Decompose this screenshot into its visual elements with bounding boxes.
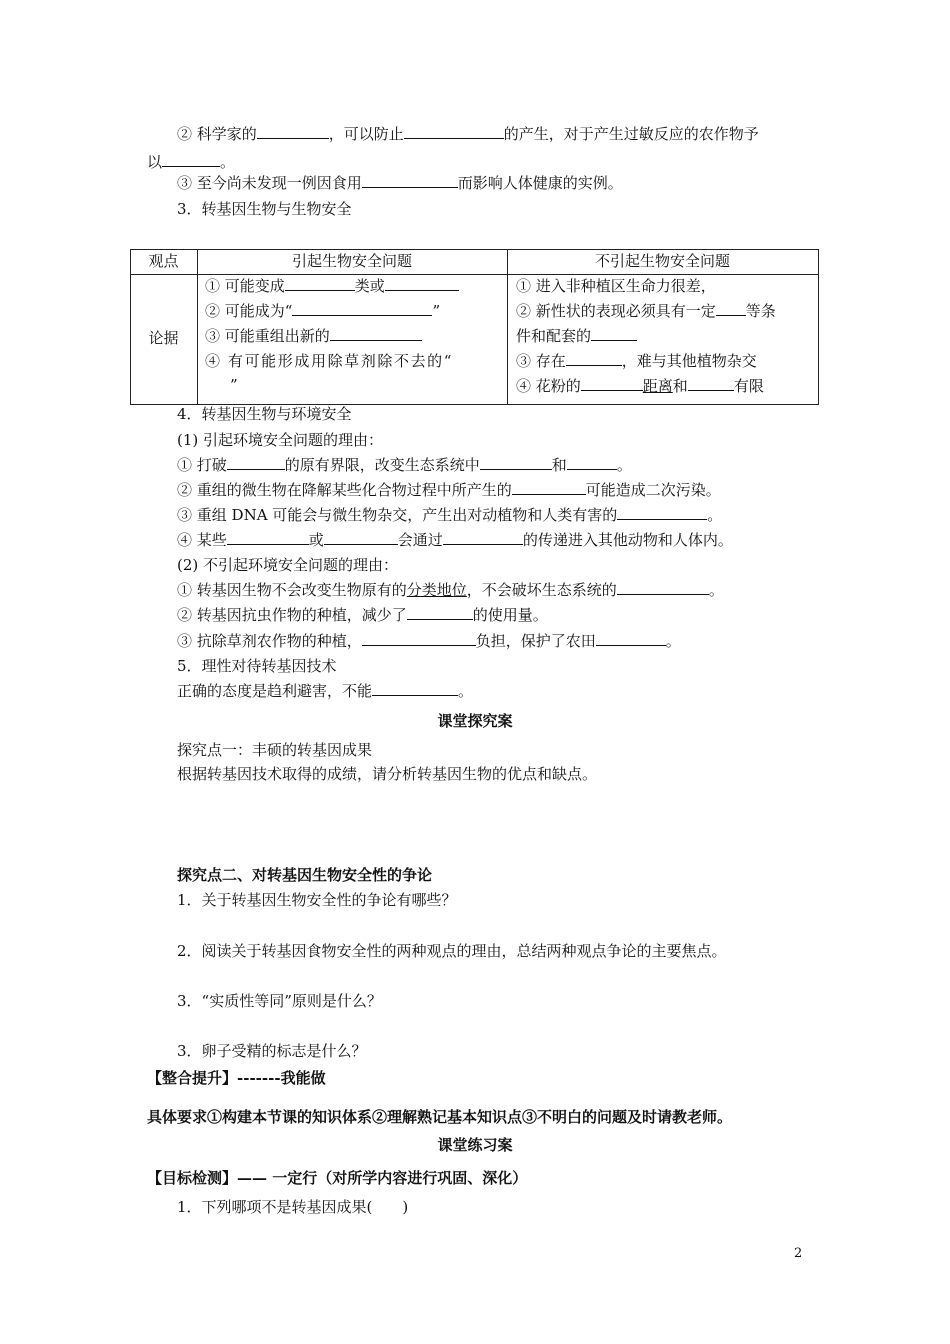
line-no-case: ③ 至今尚未发现一例因食用 而影响人体健康的实例。 <box>177 174 623 192</box>
table-cell: ④ 花粉的 距离和 有限 <box>516 377 764 395</box>
question: 3．“实质性等同”原则是什么？ <box>177 992 382 1010</box>
table-cell: ” <box>230 376 238 394</box>
table-cell: ④ 有可能形成用除草剂除不去的“ <box>205 352 454 370</box>
blank[interactable] <box>227 530 309 545</box>
blank[interactable] <box>617 505 707 520</box>
integrate-heading: 【整合提升】-------我能做 <box>147 1069 326 1087</box>
blank[interactable] <box>162 152 220 167</box>
table-cell: ③ 存在 ，难与其他植物杂交 <box>516 352 757 370</box>
blank[interactable] <box>362 631 476 646</box>
blank[interactable] <box>385 276 459 291</box>
section-title-inquiry: 课堂探究案 <box>437 712 513 730</box>
page-number: 2 <box>794 1246 803 1261</box>
list-item: ④ 某些 或 会通过 的传递进入其他动物和人体内。 <box>177 531 733 549</box>
blank[interactable] <box>362 173 458 188</box>
blank[interactable] <box>257 124 329 139</box>
inquiry-point-2: 探究点二、对转基因生物安全性的争论 <box>177 866 433 884</box>
blank[interactable] <box>372 681 458 696</box>
section-title-practice: 课堂练习案 <box>437 1136 513 1154</box>
blank[interactable] <box>596 631 666 646</box>
blank[interactable] <box>512 480 586 495</box>
blank[interactable] <box>285 276 355 291</box>
blank[interactable] <box>716 301 746 316</box>
blank[interactable] <box>324 530 398 545</box>
table-row-label: 论据 <box>148 329 179 347</box>
blank[interactable] <box>292 301 432 316</box>
blank[interactable] <box>581 376 643 391</box>
integrate-requirement: 具体要求①构建本节课的知识体系②理解熟记基本知识点③不明白的问题及时请教老师。 <box>147 1108 733 1126</box>
list-item: ② 转基因抗虫作物的种植，减少了 的使用量。 <box>177 606 548 624</box>
paragraph: 正确的态度是趋利避害，不能 。 <box>177 682 474 700</box>
blank[interactable] <box>688 376 734 391</box>
inquiry-point-1: 探究点一：丰硕的转基因成果 <box>177 741 373 759</box>
heading-rational: 5．理性对待转基因技术 <box>177 657 337 675</box>
blank[interactable] <box>407 605 473 620</box>
blank[interactable] <box>617 580 709 595</box>
inquiry-prompt: 根据转基因技术取得的成绩，请分析转基因生物的优点和缺点。 <box>177 765 598 783</box>
table-cell: ① 可能变成 类或 <box>205 274 459 299</box>
blank[interactable] <box>567 455 617 470</box>
question: 2．阅读关于转基因食物安全性的两种观点的理由，总结两种观点争论的主要焦点。 <box>177 942 727 960</box>
question: 1．下列哪项不是转基因成果( ) <box>177 1198 409 1216</box>
blank[interactable] <box>480 455 552 470</box>
blank[interactable] <box>591 326 637 341</box>
list-item: ① 打破 的原有界限，改变生态系统中 和 。 <box>177 456 632 474</box>
question: 3．卵子受精的标志是什么？ <box>177 1042 367 1060</box>
blank[interactable] <box>404 124 504 139</box>
heading-bio-safety: 3．转基因生物与生物安全 <box>177 200 352 218</box>
list-item: ② 重组的微生物在降解某些化合物过程中所产生的 可能造成二次污染。 <box>177 481 721 499</box>
question: 1．关于转基因生物安全性的争论有哪些？ <box>177 891 457 909</box>
blank[interactable] <box>443 530 523 545</box>
table-cell: 件和配套的 <box>516 324 637 349</box>
line-scientist-cont: 以 。 <box>147 153 236 171</box>
heading-env-safety: 4．转基因生物与环境安全 <box>177 405 352 423</box>
target-heading: 【目标检测】—— 一定行（对所学内容进行巩固、深化） <box>147 1169 528 1187</box>
table-cell: ② 新性状的表现必须具有一定 等条 <box>516 302 776 320</box>
blank[interactable] <box>566 351 622 366</box>
blank[interactable] <box>330 326 422 341</box>
table-cell: ① 进入非种植区生命力很差， <box>516 277 716 295</box>
table-cell: ② 可能成为“ ” <box>205 302 441 320</box>
blank[interactable] <box>227 455 285 470</box>
list-item: ③ 抗除草剂农作物的种植， 负担，保护了农田 。 <box>177 632 681 650</box>
table-header-no-cause: 不引起生物安全问题 <box>594 252 730 270</box>
subheading-cause: (1) 引起环境安全问题的理由： <box>177 431 384 449</box>
list-item: ③ 重组 DNA 可能会与微生物杂交，产生出对动植物和人类有害的 。 <box>177 506 723 524</box>
list-item: ① 转基因生物不会改变生物原有的分类地位，不会破坏生态系统的 。 <box>177 581 724 599</box>
table-cell: ③ 可能重组出新的 <box>205 324 422 349</box>
line-scientist: ② 科学家的 ，可以防止 的产生，对于产生过敏反应的农作物予 <box>177 125 759 143</box>
table-header-cause: 引起生物安全问题 <box>291 252 412 270</box>
table-header-view: 观点 <box>148 252 179 270</box>
subheading-no-cause: (2) 不引起环境安全问题的理由： <box>177 556 399 574</box>
